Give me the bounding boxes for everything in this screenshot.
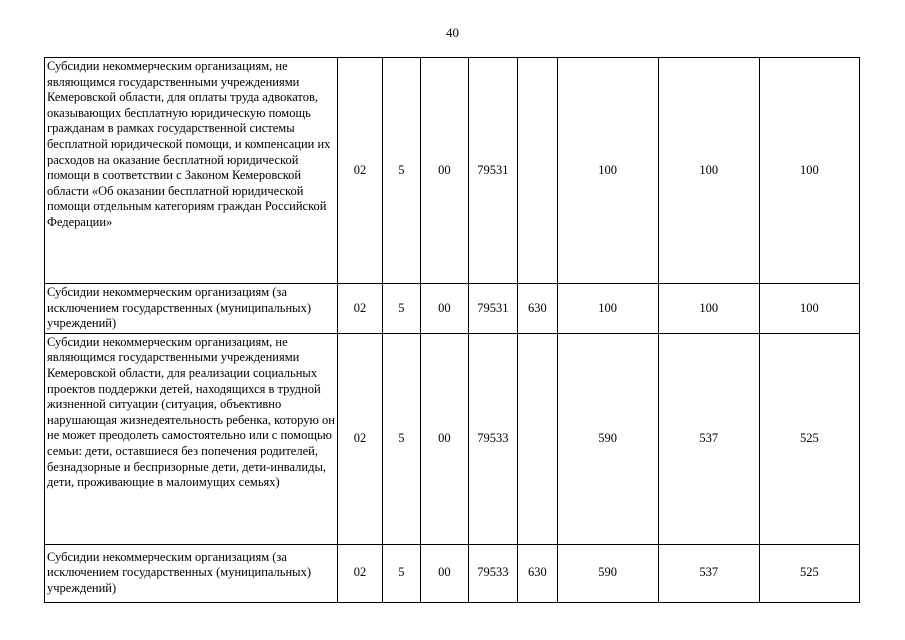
subprogram-code: 5 [382,284,420,334]
table-row [45,333,860,544]
amount-year-2: 100 [658,284,759,334]
direction-code: 79531 [468,284,518,334]
subprogram-code: 5 [382,544,420,602]
table-row [45,544,860,602]
section-code: 02 [338,58,382,284]
amount-year-2: 537 [658,333,759,544]
row-description: Субсидии некоммерческим организациям (за исключением государственных (муниципальных) учреждений) [45,544,338,602]
section-code: 02 [338,284,382,334]
row-description: Субсидии некоммерческим организациям, не являющимся государственными учреждениями Кемеровской области, для реализации социальных проектов поддержки детей, находящихся в трудной жизненной ситуации (ситуация, объективно нарушающая жизнедеятельность ребенка, которую он не может преодолеть самостоятельно или с помощью семьи: дети, оставшиеся без попечения родителей, безнадзорные и беспризорные дети, дети-инвалиды, дети, проживающие в малоимущих семьях) [45,333,338,544]
amount-year-1: 100 [557,284,658,334]
direction-code: 79533 [468,544,518,602]
section-code: 02 [338,544,382,602]
row-description: Субсидии некоммерческим организациям, не являющимся государственными учреждениями Кемеровской области, для оплаты труда адвокатов, оказывающих бесплатную юридическую помощь гражданам в рамках государственной системы бесплатной юридической помощи, и компенсации их расходов на оказание бесплатной юридической помощи в соответствии с Законом Кемеровской области «Об оказании бесплатной юридической помощи отдельным категориям граждан Российской Федерации» [45,58,338,284]
table-row [45,284,860,334]
amount-year-2: 537 [658,544,759,602]
row-description: Субсидии некоммерческим организациям (за исключением государственных (муниципальных) учреждений) [45,284,338,334]
expense-type-code [518,58,557,284]
event-code: 00 [421,58,469,284]
amount-year-1: 590 [557,544,658,602]
amount-year-1: 100 [557,58,658,284]
subprogram-code: 5 [382,333,420,544]
direction-code: 79531 [468,58,518,284]
expense-type-code: 630 [518,544,557,602]
amount-year-1: 590 [557,333,658,544]
section-code: 02 [338,333,382,544]
direction-code: 79533 [468,333,518,544]
amount-year-3: 525 [759,544,859,602]
event-code: 00 [421,284,469,334]
expense-type-code: 630 [518,284,557,334]
event-code: 00 [421,544,469,602]
page-number: 40 [446,25,459,40]
amount-year-2: 100 [658,58,759,284]
budget-table [44,57,860,603]
amount-year-3: 525 [759,333,859,544]
subprogram-code: 5 [382,58,420,284]
event-code: 00 [421,333,469,544]
amount-year-3: 100 [759,58,859,284]
expense-type-code [518,333,557,544]
table-row [45,58,860,284]
amount-year-3: 100 [759,284,859,334]
